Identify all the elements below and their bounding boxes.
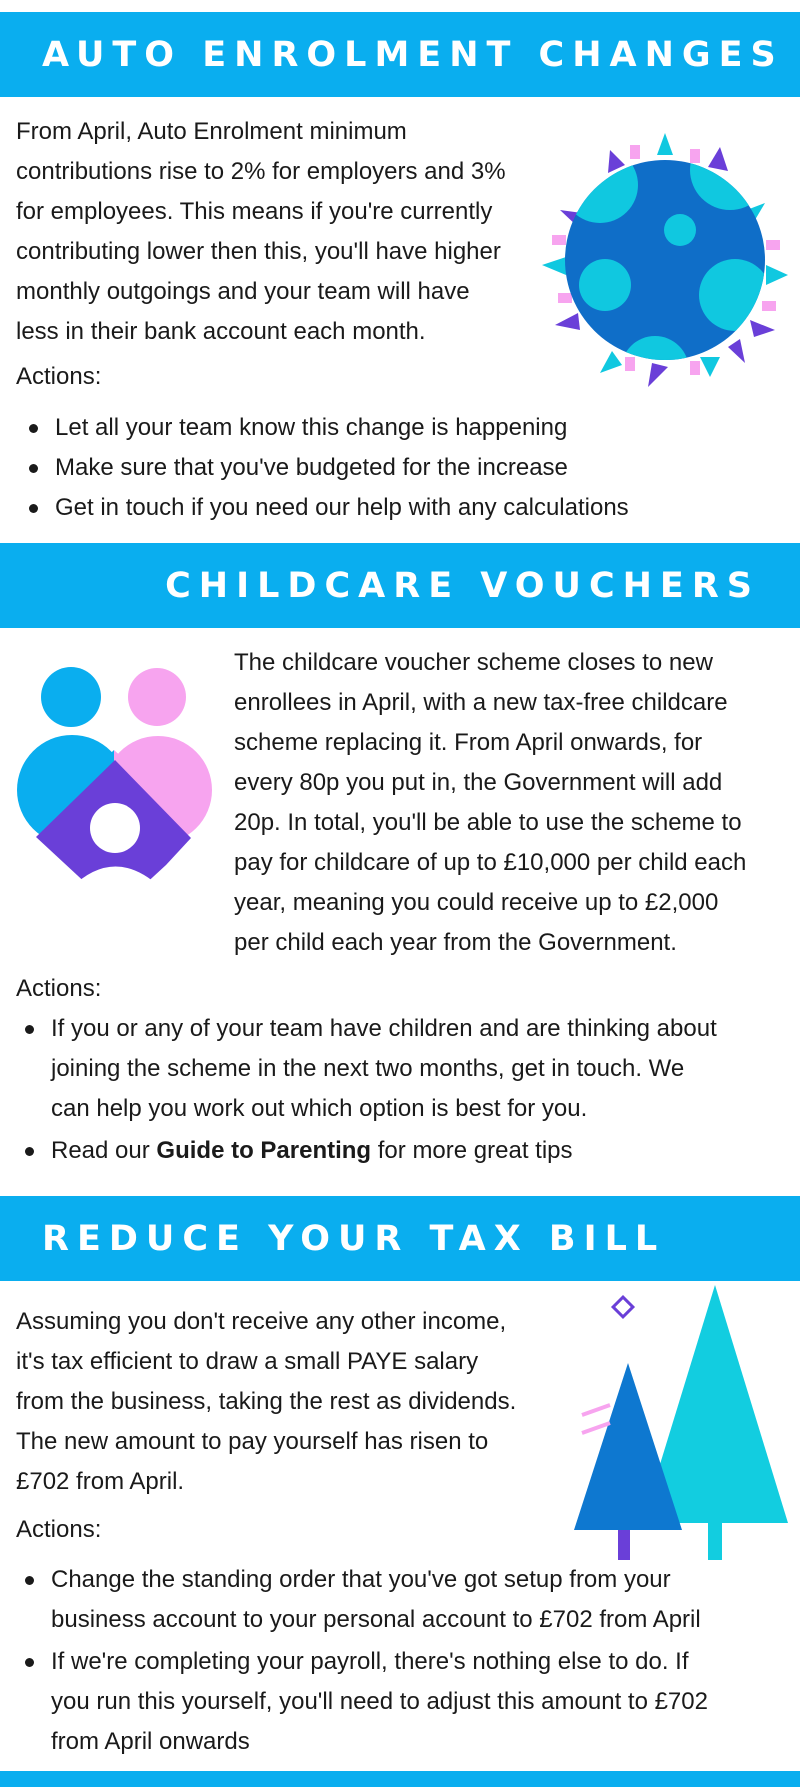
list-item: [16, 1009, 796, 1129]
list-item: Make sure that you've budgeted for the increase: [20, 448, 780, 488]
text-line: enrollees in April, with a new tax-free childcare: [234, 689, 728, 716]
globe-illustration: [530, 125, 800, 395]
list-item: Let all your team know this change is happening: [20, 408, 780, 448]
section-title: AUTO ENROLMENT CHANGES: [42, 34, 784, 75]
banner-auto-enrolment: [0, 12, 800, 97]
text-line: Assuming you don't receive any other income,: [16, 1308, 507, 1335]
text-line: £702 from April.: [16, 1468, 185, 1495]
text-line: for employees. This means if you're currently: [16, 198, 493, 225]
list-item: [16, 1560, 796, 1640]
text-suffix: for more great tips: [371, 1137, 573, 1164]
text-line: joining the scheme in the next two months, get in touch. We: [51, 1055, 685, 1082]
trees-illustration: [560, 1285, 800, 1565]
actions-label: Actions:: [16, 975, 102, 1002]
text-line: scheme replacing it. From April onwards, for: [234, 729, 703, 756]
text-prefix: Read our: [51, 1137, 157, 1164]
child-head-icon: [41, 667, 101, 727]
text-line: From April, Auto Enrolment minimum: [16, 118, 407, 145]
diamond-icon: [613, 1297, 633, 1317]
text-line: If you or any of your team have children and are thinking about: [51, 1015, 717, 1042]
banner-tax: [0, 1196, 800, 1281]
text-line: If we're completing your payroll, there's nothing else to do. If: [51, 1648, 689, 1675]
childcare-actions: [16, 1009, 796, 1171]
auto-enrolment-actions: [20, 408, 780, 528]
text-line: contributions rise to 2% for employers and 3%: [16, 158, 506, 185]
list-item: [16, 1131, 796, 1171]
section-title: REDUCE YOUR TAX BILL: [42, 1218, 666, 1259]
text-line: can help you work out which option is best for you.: [51, 1095, 588, 1122]
text-line: every 80p you put in, the Government will add: [234, 769, 723, 796]
text-line: The childcare voucher scheme closes to new: [234, 649, 713, 676]
list-item: Get in touch if you need our help with any calculations: [20, 488, 780, 528]
text-line: it's tax efficient to draw a small PAYE salary: [16, 1348, 479, 1375]
tax-actions: [16, 1560, 796, 1762]
auto-enrolment-text: [16, 112, 546, 352]
text-line: year, meaning you could receive up to £2,000: [234, 889, 719, 916]
text-line: you run this yourself, you'll need to adjust this amount to £702: [51, 1688, 708, 1715]
parent-head-icon: [128, 668, 186, 726]
list-item: [16, 1642, 796, 1762]
childcare-text: [234, 643, 794, 963]
text-line: less in their bank account each month.: [16, 318, 426, 345]
text-line: 20p. In total, you'll be able to use the scheme to: [234, 809, 742, 836]
section-title: CHILDCARE VOUCHERS: [165, 565, 760, 606]
text-line: per child each year from the Government.: [234, 929, 677, 956]
banner-childcare: [0, 543, 800, 628]
text-line: contributing lower then this, you'll have higher: [16, 238, 501, 265]
actions-label: Actions:: [16, 1516, 102, 1543]
bottom-banner-strip: [0, 1771, 800, 1787]
text-line: Change the standing order that you've got setup from your: [51, 1566, 671, 1593]
text-line: pay for childcare of up to £10,000 per child each: [234, 849, 747, 876]
text-line: business account to your personal account to £702 from April: [51, 1606, 701, 1633]
text-line: monthly outgoings and your team will have: [16, 278, 470, 305]
actions-label: Actions:: [16, 363, 102, 390]
tax-text: [16, 1302, 556, 1502]
family-illustration: [16, 665, 216, 890]
guide-to-parenting-link[interactable]: Guide to Parenting: [156, 1137, 372, 1164]
text-line: from the business, taking the rest as dividends.: [16, 1388, 517, 1415]
text-line: The new amount to pay yourself has risen to: [16, 1428, 489, 1455]
text-line: from April onwards: [51, 1728, 250, 1755]
